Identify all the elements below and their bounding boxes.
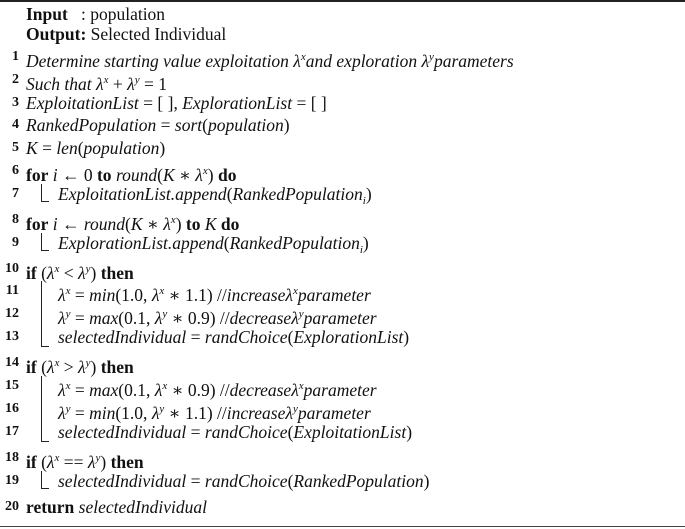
text-segment: +	[108, 74, 128, 94]
text-segment: round	[115, 165, 158, 185]
text-segment: Such that λ	[26, 74, 104, 94]
line-text	[58, 232, 369, 261]
text-segment: =	[70, 380, 90, 400]
line-text	[26, 114, 290, 136]
line-text	[58, 470, 429, 492]
text-segment: ExplorationList	[182, 93, 293, 113]
block-bar	[41, 376, 49, 442]
line-number: 17	[5, 424, 19, 439]
superscript: x	[103, 74, 109, 86]
line-number: 16	[5, 401, 19, 416]
text-segment: K	[162, 165, 175, 185]
text-segment: λ	[127, 74, 135, 94]
text-segment: K	[130, 214, 143, 234]
line-number: 12	[5, 306, 19, 321]
superscript: x	[292, 285, 298, 297]
line-number: 11	[5, 283, 19, 298]
superscript: x	[298, 380, 304, 392]
text-segment: =	[70, 403, 90, 423]
text-segment: =	[186, 422, 205, 442]
text-segment: (1.0,	[115, 285, 152, 305]
text-segment: )	[207, 165, 218, 185]
text-segment: ← 0	[57, 165, 97, 185]
text-segment: (	[36, 452, 47, 472]
text-segment: Selected Individual	[86, 24, 227, 44]
superscript: y	[65, 308, 71, 320]
text-segment: (	[287, 327, 294, 347]
keyword: do	[220, 214, 240, 234]
text-segment: )	[90, 263, 101, 283]
text-segment: λ	[151, 403, 160, 423]
text-segment: λ	[46, 263, 55, 283]
text-segment: max	[89, 380, 119, 400]
text-segment: =	[186, 471, 205, 491]
text-segment: (1.0,	[115, 403, 152, 423]
text-segment: = [ ]	[292, 93, 327, 113]
text-segment: λ	[58, 403, 66, 423]
text-segment: sort	[174, 115, 203, 135]
text-segment: λ	[78, 357, 86, 377]
bottom-rule	[0, 526, 685, 527]
superscript: x	[54, 357, 60, 369]
text-segment: )	[365, 184, 372, 204]
line-number: 20	[5, 499, 19, 514]
text-segment: ∗ 1.1) //	[164, 403, 227, 423]
text-segment: (	[157, 165, 163, 185]
superscript: y	[159, 403, 165, 415]
text-segment: (	[287, 422, 294, 442]
line-text	[26, 3, 165, 25]
text-segment: increaseλ	[226, 285, 293, 305]
text-segment: (	[36, 263, 47, 283]
subscript: i	[359, 244, 363, 256]
text-segment: ExploitationList.append	[58, 184, 227, 204]
text-segment: (	[77, 138, 84, 158]
text-segment: len	[56, 138, 78, 158]
text-segment: λ	[87, 452, 96, 472]
text-segment: )	[403, 327, 410, 347]
text-segment: (	[202, 115, 208, 135]
text-segment: ∗	[174, 165, 196, 185]
text-segment: = 1	[139, 74, 167, 94]
text-segment: decreaseλ	[229, 308, 299, 328]
text-segment: λ	[154, 308, 163, 328]
text-segment: K	[26, 138, 38, 158]
text-segment: λ	[151, 285, 160, 305]
keyword: for	[26, 165, 49, 185]
superscript: y	[298, 308, 304, 320]
text-segment: )	[90, 357, 101, 377]
superscript: y	[429, 51, 434, 63]
line-number: 14	[5, 355, 19, 370]
line-number: 7	[12, 186, 19, 201]
line-number: 2	[12, 72, 19, 87]
text-segment: =	[186, 327, 205, 347]
text-segment: randChoice	[204, 327, 288, 347]
text-segment: ExploitationList	[293, 422, 407, 442]
text-segment: RankedPopulation	[293, 471, 424, 491]
superscript: x	[54, 263, 60, 275]
text-segment: decreaseλ	[229, 380, 299, 400]
line-number: 5	[12, 140, 19, 155]
superscript: y	[95, 452, 101, 464]
superscript: x	[65, 285, 71, 297]
text-segment: )	[283, 115, 290, 135]
text-segment: λ	[163, 214, 171, 234]
text-segment: ∗ 0.9) //	[167, 308, 230, 328]
superscript: x	[159, 285, 165, 297]
text-segment: ExplorationList.append	[58, 233, 224, 253]
line-number: 18	[5, 450, 19, 465]
text-segment: (	[36, 357, 47, 377]
text-segment: ExploitationList	[26, 93, 139, 113]
text-segment: =	[70, 308, 90, 328]
text-segment: ∗ 1.1) //	[164, 285, 227, 305]
text-segment: )	[406, 422, 413, 442]
line-number: 19	[5, 473, 19, 488]
text-segment: population	[83, 138, 160, 158]
text-segment: =	[70, 285, 90, 305]
keyword: do	[217, 165, 237, 185]
text-segment: parameter	[303, 308, 377, 328]
line-number: 10	[5, 261, 19, 276]
text-segment: >	[59, 357, 79, 377]
text-segment: λ	[46, 452, 55, 472]
text-segment: )	[100, 452, 111, 472]
text-segment: λ	[58, 380, 66, 400]
keyword: return	[26, 497, 75, 517]
block-bar	[41, 184, 49, 202]
line-text	[58, 421, 412, 443]
text-segment: ==	[59, 452, 88, 472]
text-segment: randChoice	[204, 471, 288, 491]
keyword: for	[26, 214, 49, 234]
text-segment: ∗	[142, 214, 164, 234]
line-number: 15	[5, 378, 19, 393]
text-segment: λ	[154, 380, 163, 400]
text-segment: parameter	[297, 403, 371, 423]
keyword: if	[26, 452, 37, 472]
text-segment: RankedPopulation	[232, 184, 363, 204]
superscript: y	[65, 403, 71, 415]
text-segment: i	[52, 214, 58, 234]
text-segment: population	[207, 115, 284, 135]
text-segment: )	[423, 471, 430, 491]
line-text	[26, 92, 327, 114]
text-segment: i	[52, 165, 58, 185]
line-number: 9	[12, 235, 19, 250]
text-segment: =	[156, 115, 175, 135]
superscript: y	[85, 357, 91, 369]
superscript: y	[162, 308, 168, 320]
text-segment: parameter	[303, 380, 377, 400]
text-segment: increaseλ	[226, 403, 293, 423]
keyword: Output:	[26, 24, 87, 44]
line-number: 8	[12, 212, 19, 227]
text-segment: )	[362, 233, 369, 253]
line-text	[58, 326, 409, 348]
text-segment: λ	[58, 285, 66, 305]
superscript: x	[300, 51, 306, 63]
text-segment: selectedIndividual	[58, 471, 187, 491]
text-segment: round	[83, 214, 126, 234]
text-segment: λ	[78, 263, 86, 283]
subscript: i	[362, 195, 366, 207]
text-segment: ←	[57, 214, 84, 234]
text-segment: ∗ 0.9) //	[167, 380, 230, 400]
text-segment: = [ ],	[138, 93, 183, 113]
text-segment: max	[89, 308, 119, 328]
keyword: then	[110, 452, 144, 472]
text-segment: and exploration λ	[305, 51, 430, 71]
block-bar	[41, 281, 49, 347]
text-segment: (0.1,	[118, 380, 155, 400]
line-number: 13	[5, 329, 19, 344]
text-segment: K	[204, 214, 217, 234]
top-rule	[0, 0, 685, 2]
text-segment: parameter	[297, 285, 371, 305]
line-number: 3	[12, 95, 19, 110]
text-segment: RankedPopulation	[26, 115, 157, 135]
text-segment: (	[223, 233, 230, 253]
text-segment: <	[59, 263, 79, 283]
superscript: x	[202, 165, 208, 177]
superscript: x	[170, 214, 176, 226]
text-segment: ExplorationList	[293, 327, 404, 347]
superscript: x	[54, 452, 60, 464]
line-text	[26, 23, 226, 45]
text-segment: )	[159, 138, 166, 158]
line-text	[58, 183, 372, 212]
line-number: 1	[12, 49, 19, 64]
text-segment: : population	[67, 4, 166, 24]
keyword: to	[96, 165, 112, 185]
text-segment: min	[89, 285, 116, 305]
text-segment: )	[175, 214, 186, 234]
line-text	[26, 137, 165, 159]
text-segment: selectedIndividual	[58, 327, 187, 347]
text-segment: λ	[46, 357, 55, 377]
superscript: x	[65, 380, 71, 392]
text-segment: selectedIndividual	[58, 422, 187, 442]
text-segment: λ	[195, 165, 203, 185]
text-segment: λ	[58, 308, 66, 328]
superscript: y	[85, 263, 91, 275]
keyword: then	[100, 357, 134, 377]
keyword: if	[26, 263, 37, 283]
text-segment: (	[226, 184, 233, 204]
text-segment: (	[125, 214, 131, 234]
text-segment: Determine starting value exploitation λ	[26, 51, 301, 71]
keyword: if	[26, 357, 37, 377]
superscript: x	[162, 380, 168, 392]
superscript: y	[134, 74, 140, 86]
superscript: y	[292, 403, 298, 415]
keyword: to	[185, 214, 201, 234]
text-segment: parameters	[433, 51, 514, 71]
block-bar	[41, 471, 49, 489]
text-segment: (	[287, 471, 294, 491]
text-segment: min	[89, 403, 116, 423]
line-text	[26, 496, 207, 518]
text-segment: (0.1,	[118, 308, 155, 328]
line-number: 4	[12, 117, 19, 132]
text-segment: =	[37, 138, 57, 158]
line-number: 6	[12, 163, 19, 178]
text-segment: selectedIndividual	[78, 497, 207, 517]
block-bar	[41, 233, 49, 251]
keyword: Input	[26, 4, 68, 24]
text-segment: randChoice	[204, 422, 288, 442]
text-segment: RankedPopulation	[229, 233, 360, 253]
keyword: then	[100, 263, 134, 283]
